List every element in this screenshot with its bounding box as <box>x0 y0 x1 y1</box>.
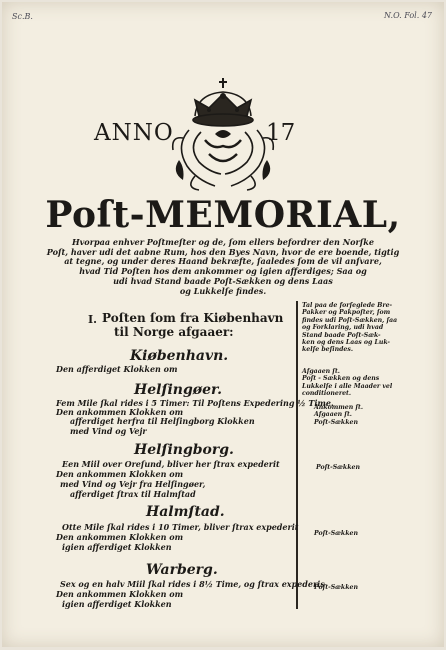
section-title-line: Poſten ſom fra Kiøbenhavn <box>102 311 284 325</box>
station-line: igien afferdiget Klokken <box>62 542 172 552</box>
note-line: Afgaaen ſt. <box>302 368 340 375</box>
intro-line: udi hvad Stand baade Poſt-Sækken og dens Laas <box>113 275 333 286</box>
station-line: med Vind og Vejr fra Helſingøer, <box>60 479 206 489</box>
station-line: Den ankommen Klokken om <box>56 469 184 479</box>
station-line: Otte Mile ſkal rides i 10 Timer, bliver ſtrax expederit <box>62 522 299 532</box>
station-name-kobenhavn: Kiøbenhavn. <box>130 348 229 364</box>
station-name-helsingor: Helſingøer. <box>134 382 222 398</box>
station-line: Den ankommen Klokken om <box>56 407 184 417</box>
intro-line: Hvorpaa enhver Poſtmeſter og de, ſom ellers befordrer den Norſke <box>71 237 375 247</box>
note-line: Poſt - Sækken og dens <box>302 375 380 383</box>
note-line: Poſt-Sækken <box>314 418 358 426</box>
right-note-kobenhavn <box>302 368 392 398</box>
right-note-intro <box>302 302 397 354</box>
note-line: conditioneret. <box>302 390 352 398</box>
intro-line: Poſt, haver udi det aabne Rum, hos den Byes Navn, hvor de ere boende, tigtig <box>46 246 400 257</box>
column-divider <box>296 301 298 609</box>
station-name-halmstad: Halmſtad. <box>146 504 225 520</box>
note-line: kelſe beſindes. <box>302 346 354 354</box>
station-line: Een Miil over Oreſund, bliver her ſtrax expederit <box>62 459 280 469</box>
station-line: igien afferdiget Klokken <box>62 599 172 609</box>
station-line: afferdiget herfra til Helſingborg Klokken <box>70 416 255 426</box>
intro-line: hvad Tid Poſten hos dem ankommer og igien afferdiges; Saa og <box>79 266 367 277</box>
right-note-halmstad: Poſt-Sækken <box>314 530 358 537</box>
note-line: Lukkelſe i alle Maader vel <box>302 382 393 390</box>
station-line: Den ankommen Klokken om <box>56 589 184 599</box>
note-line: Pakker og Pakpoſter, ſom <box>302 309 391 317</box>
document-page <box>2 2 444 647</box>
station-line: Fem Mile ſkal rides i 5 Timer: Til Poſtens Expedering ½ Time. <box>56 398 334 408</box>
royal-crest-icon <box>165 76 281 194</box>
year-prefix: 17 <box>266 120 296 146</box>
section-title-line: til Norge afgaaer: <box>114 325 234 339</box>
station-line: Den afferdiget Klokken om <box>56 364 178 374</box>
note-line: findes udi Poſt-Sækken, ſaa <box>302 316 398 324</box>
right-note-helsingborg: Poſt-Sækken <box>316 464 360 471</box>
station-line: Den ankommen Klokken om <box>56 532 184 542</box>
station-line: Sex og en halv Miil ſkal rides i 8½ Time, og ſtrax expederis <box>60 579 325 589</box>
note-line: og Forklaring, udi hvad <box>302 324 384 332</box>
note-line: Stand baade Poſt-Sæk- <box>302 331 381 339</box>
note-line: Afgaaen ſt. <box>314 411 352 419</box>
corner-note-left: Sc.B. <box>12 12 33 21</box>
station-name-helsingborg: Helſingborg. <box>134 442 234 458</box>
corner-note-right: N.O. Fol. 47 <box>384 11 432 20</box>
section-title <box>102 311 292 339</box>
document-title: Poſt-MEMORIAL, <box>45 194 401 236</box>
station-line: med Vind og Vejr <box>70 426 147 436</box>
intro-paragraph <box>42 238 404 296</box>
station-name-warberg: Warberg. <box>146 562 218 578</box>
right-note-helsingor <box>314 404 363 426</box>
note-line: Tal paa de forſeglede Bre- <box>302 302 393 309</box>
section-number: I. <box>88 313 97 326</box>
intro-line: at tegne, og under deres Haand bekræfte, ſaaledes ſom de vil anſvare, <box>64 256 382 267</box>
note-line: ken og dens Laas og Luk- <box>302 339 390 347</box>
station-line: afferdiget ſtrax til Halmſtad <box>70 489 196 499</box>
right-note-warberg: Poſt-Sækken <box>314 584 358 591</box>
intro-line: og Lukkelſe findes. <box>179 285 267 296</box>
anno-label: ANNO <box>94 120 174 146</box>
note-line: Ankommen ſt. <box>314 404 364 411</box>
